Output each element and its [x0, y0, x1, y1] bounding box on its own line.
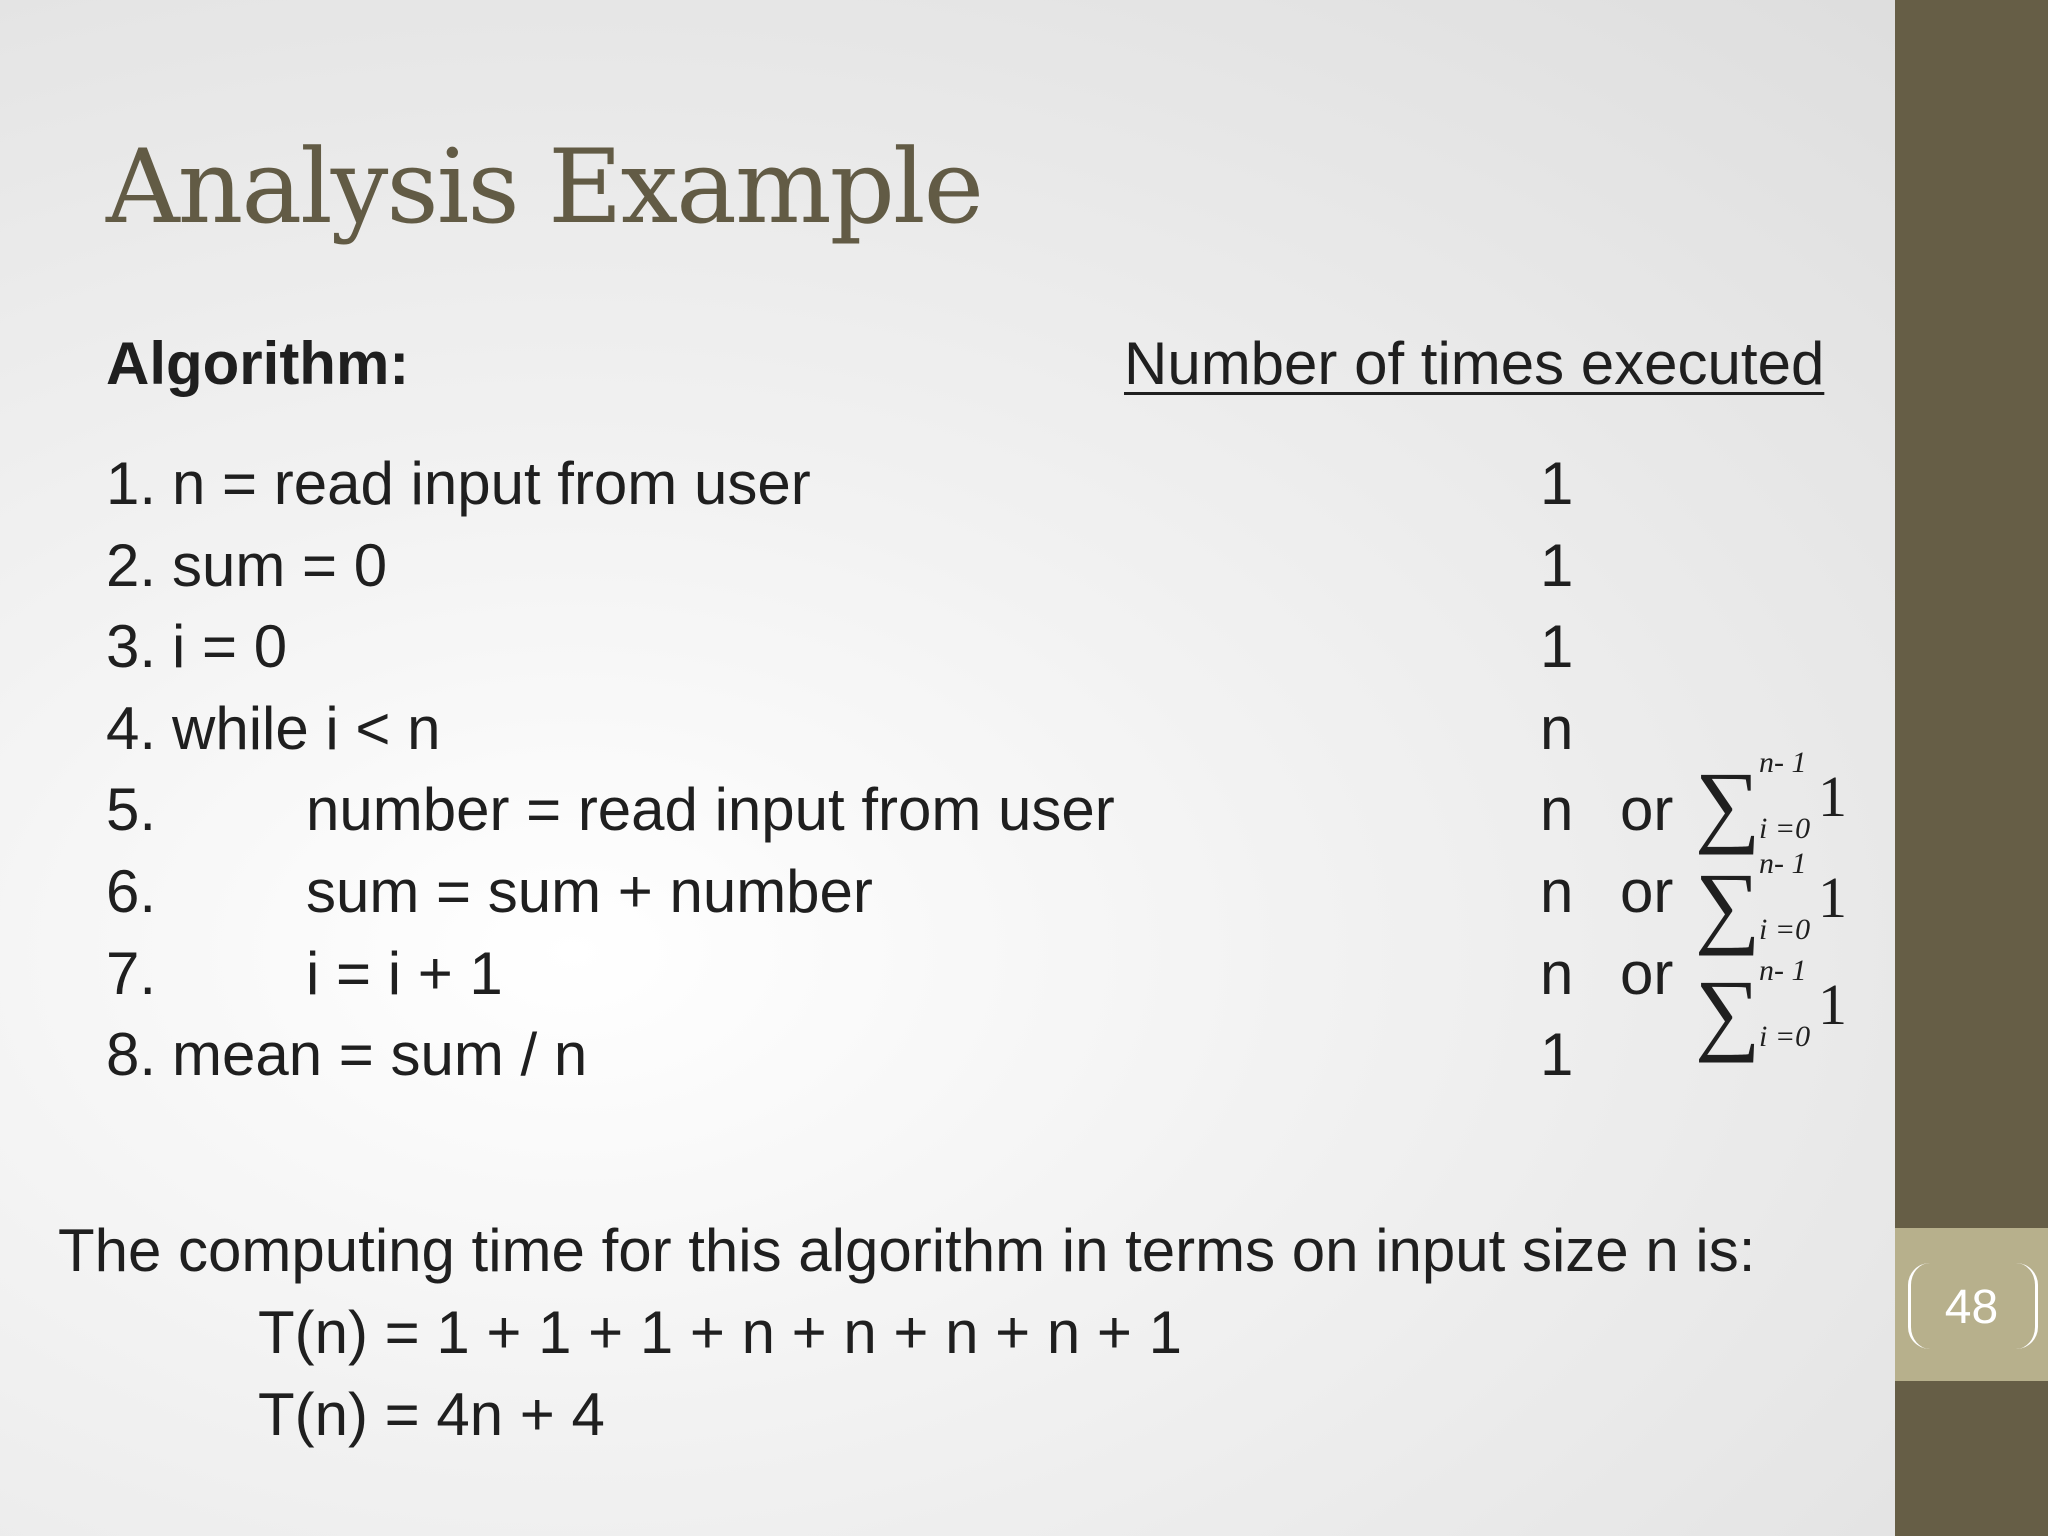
algorithm-line-1: [106, 444, 811, 524]
summation-icon: ∑: [1695, 753, 1761, 855]
or-label-7: or: [1620, 940, 1674, 1007]
summation-term: 1: [1818, 764, 1847, 829]
summation-icon: ∑: [1695, 854, 1761, 956]
line-code: sum = sum + number: [306, 858, 873, 925]
line-number: 8.: [106, 1021, 157, 1088]
summation-5: [1695, 746, 1847, 855]
summation-upper: n- 1: [1759, 746, 1807, 779]
line-number: 4.: [106, 695, 157, 762]
summary-text: The computing time for this algorithm in terms on input size n is:: [58, 1217, 1756, 1284]
count-line-7: n: [1540, 940, 1574, 1007]
line-number: 7.: [106, 940, 157, 1007]
algorithm-line-7: [106, 934, 503, 1014]
count-line-6: n: [1540, 858, 1574, 925]
count-line-5: n: [1540, 776, 1574, 843]
line-number: 2.: [106, 532, 157, 599]
page-number: 48: [1944, 1281, 1999, 1334]
algorithm-line-6: [106, 852, 873, 932]
or-label-6: or: [1620, 858, 1674, 925]
count-line-3: 1: [1540, 613, 1574, 680]
summation-lower: i =0: [1759, 812, 1811, 845]
summation-term: 1: [1818, 972, 1847, 1037]
line-code: while i < n: [172, 695, 441, 762]
slide-title: Analysis Example: [106, 128, 982, 247]
summation-7: [1695, 954, 1847, 1063]
count-line-8: 1: [1540, 1021, 1574, 1088]
algorithm-line-2: [106, 526, 387, 606]
executions-heading: Number of times executed: [1124, 330, 1825, 397]
formula-expanded: T(n) = 1 + 1 + 1 + n + n + n + n + 1: [258, 1299, 1182, 1366]
summation-lower: i =0: [1759, 913, 1811, 946]
count-line-2: 1: [1540, 532, 1574, 599]
line-code: mean = sum / n: [172, 1021, 588, 1088]
count-line-4: n: [1540, 695, 1574, 762]
count-line-1: 1: [1540, 450, 1574, 517]
formula-simplified: T(n) = 4n + 4: [258, 1381, 605, 1448]
line-code: n = read input from user: [172, 450, 811, 517]
line-number: 1.: [106, 450, 157, 517]
line-code: i = 0: [172, 613, 288, 680]
summation-lower: i =0: [1759, 1020, 1811, 1053]
algorithm-line-5: [106, 770, 1115, 850]
line-code: number = read input from user: [306, 776, 1115, 843]
line-number: 3.: [106, 613, 157, 680]
summation-term: 1: [1818, 865, 1847, 930]
line-code: i = i + 1: [306, 940, 503, 1007]
algorithm-line-8: [106, 1015, 587, 1095]
summation-6: [1695, 847, 1847, 956]
line-number: 6.: [106, 858, 157, 925]
line-code: sum = 0: [172, 532, 388, 599]
summation-upper: n- 1: [1759, 847, 1807, 880]
or-label-5: or: [1620, 776, 1674, 843]
algorithm-heading: Algorithm:: [106, 330, 410, 397]
algorithm-line-3: [106, 607, 287, 687]
summation-icon: ∑: [1695, 961, 1761, 1063]
line-number: 5.: [106, 776, 157, 843]
algorithm-line-4: [106, 689, 440, 769]
summation-upper: n- 1: [1759, 954, 1807, 987]
